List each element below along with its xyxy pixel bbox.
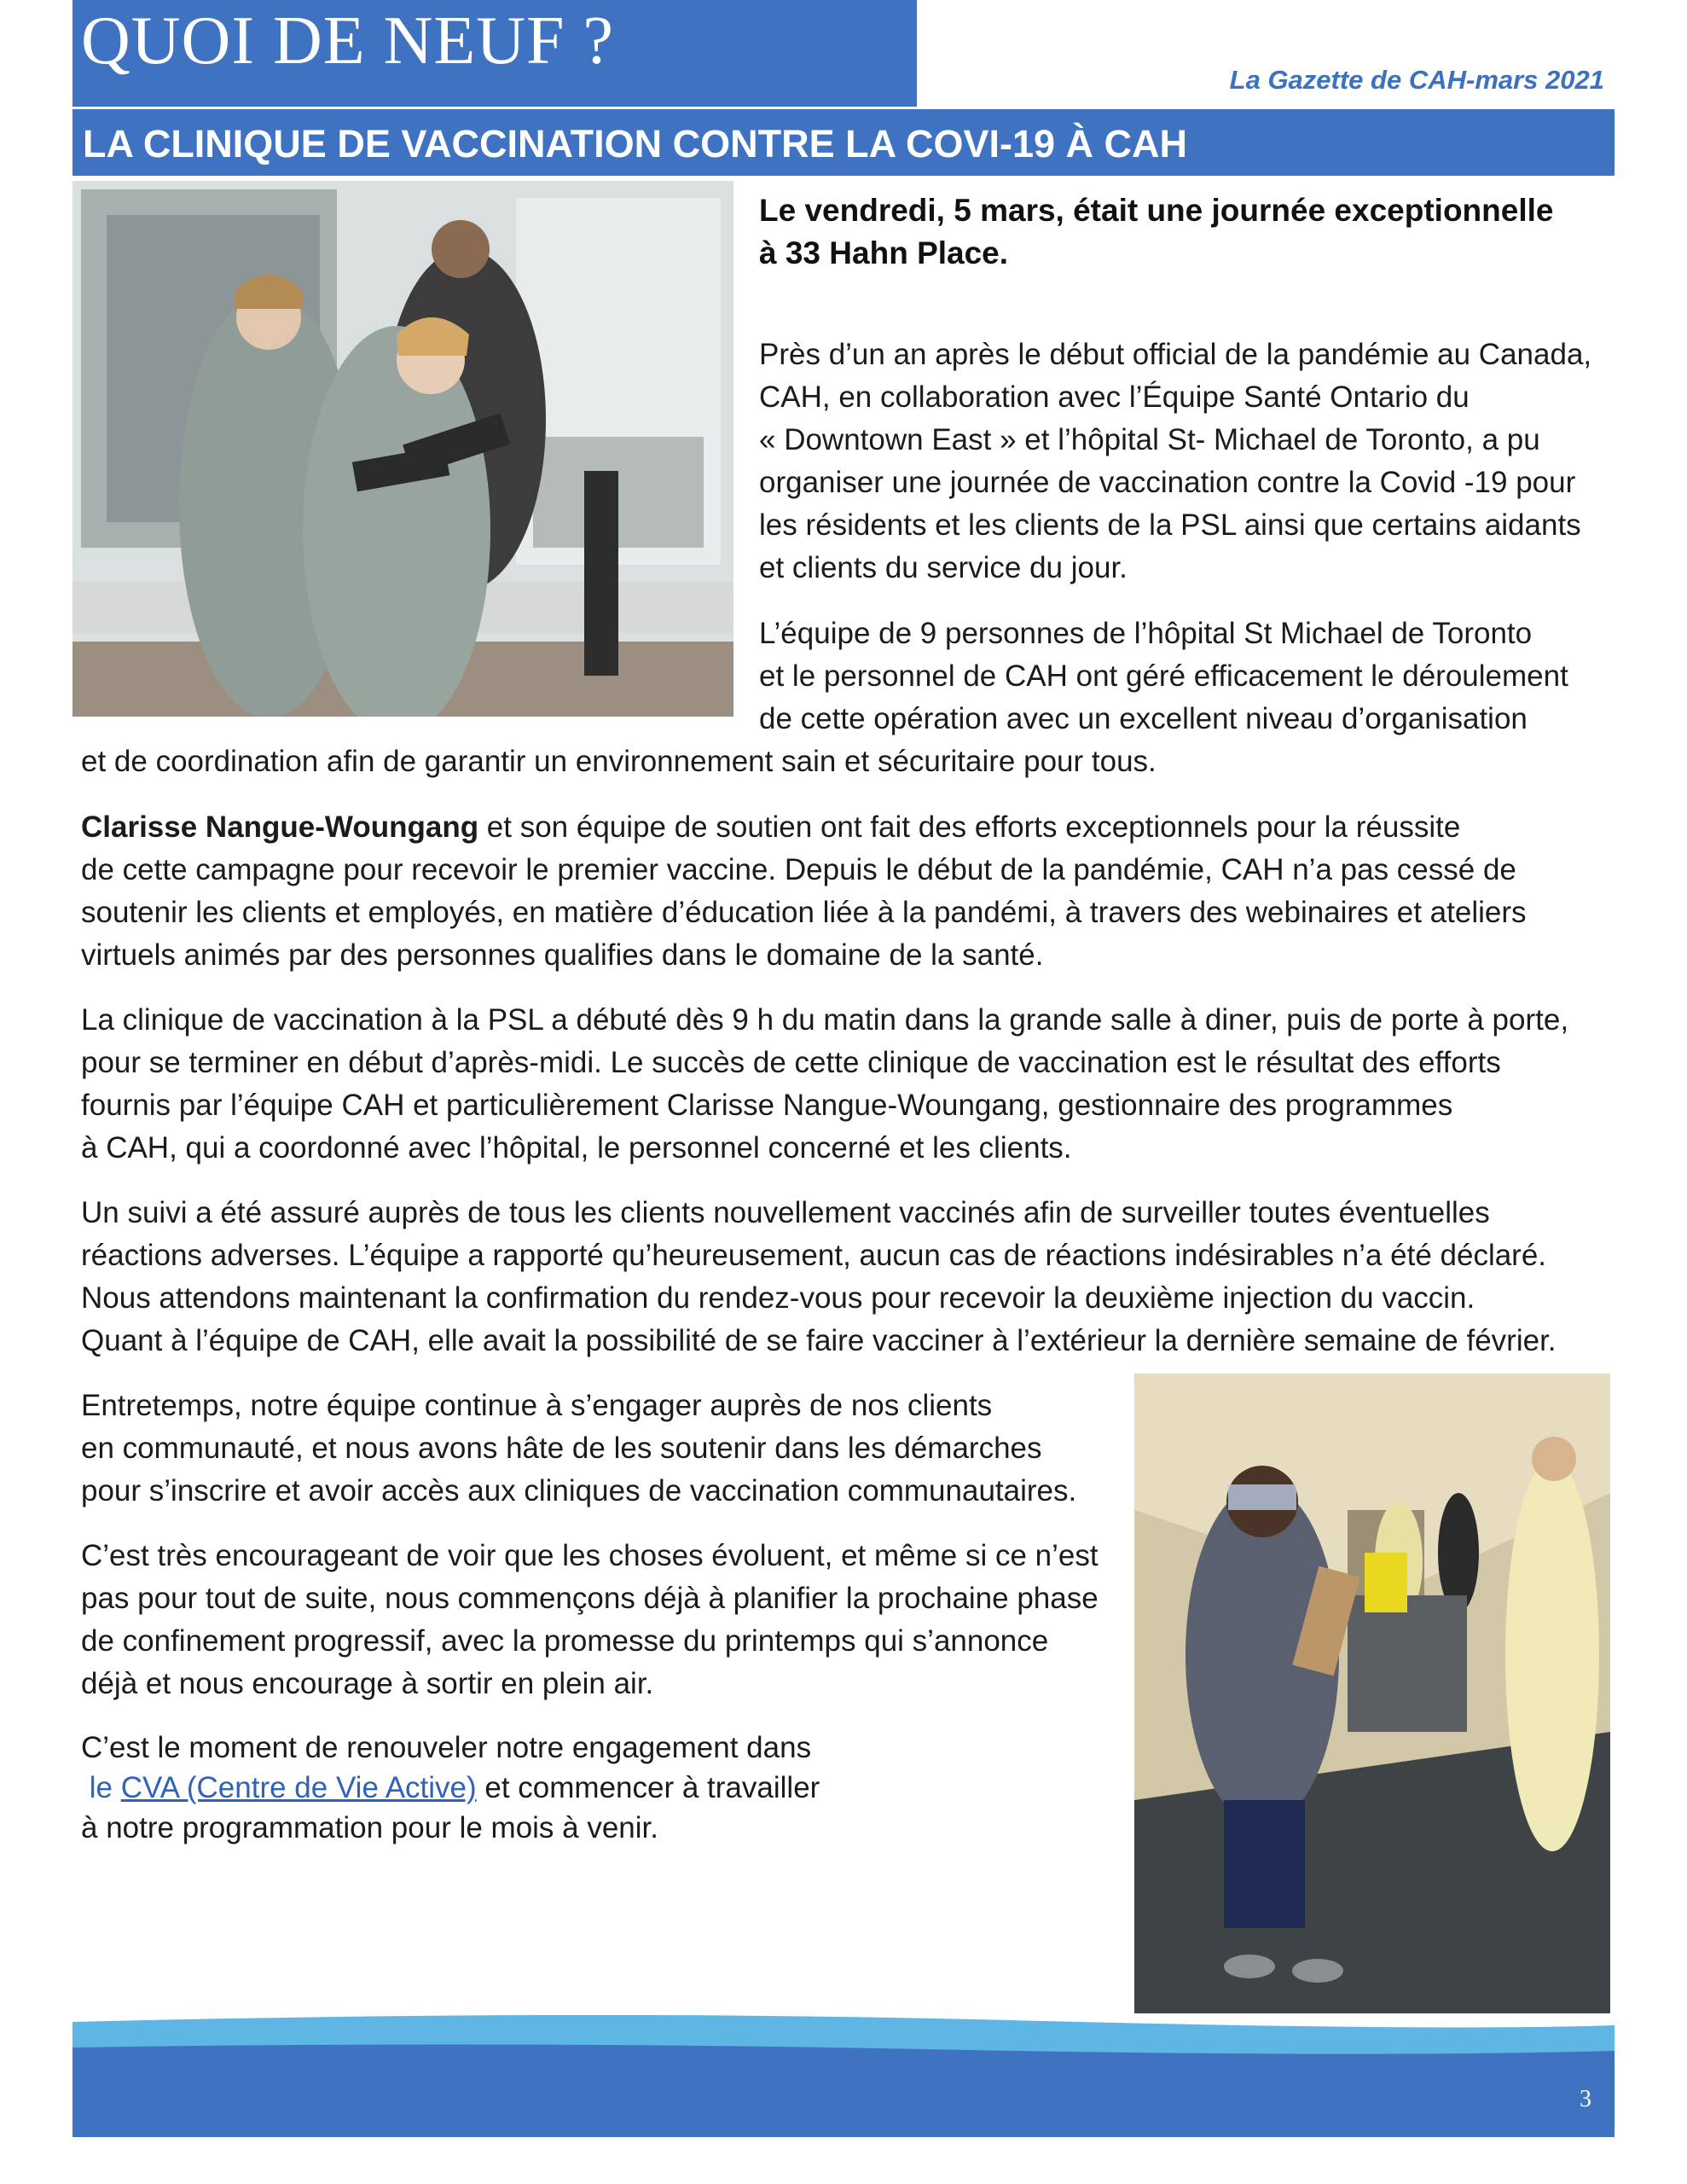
paragraph-6 — [81, 1385, 1076, 1513]
text-line: de cette opération avec un excellent niveau d’organisation — [759, 702, 1528, 735]
text-line: pour s’inscrire et avoir accès aux cliniques de vaccination communautaires. — [81, 1474, 1077, 1507]
photo-staff-with-tablets — [72, 181, 733, 717]
paragraph-5 — [81, 1192, 1557, 1362]
text-line: les résidents et les clients de la PSL ainsi que certains aidants — [759, 508, 1581, 542]
text-line: de confinement progressif, avec la promesse du printemps qui s’annonce — [81, 1624, 1049, 1658]
text-fragment: et commencer à travailler — [476, 1771, 820, 1804]
lead-line: Le vendredi, 5 mars, était une journée exceptionnelle — [759, 193, 1554, 228]
text-line: de cette campagne pour recevoir le premier vaccine. Depuis le début de la pandémie, CAH n’a pas cessé de — [81, 853, 1516, 886]
text-line: et clients du service du jour. — [759, 551, 1128, 584]
text-line: Un suivi a été assuré auprès de tous les clients nouvellement vaccinés afin de surveiller toutes éventuelles — [81, 1196, 1490, 1229]
photo-hallway-vaccination — [1134, 1374, 1610, 2015]
lead-paragraph — [759, 189, 1553, 275]
text-line: pour se terminer en début d’après-midi. Le succès de cette clinique de vaccination est le résultat des efforts — [81, 1046, 1501, 1079]
text-line — [81, 806, 1527, 849]
staff-name: Clarisse Nangue-Woungang — [81, 810, 479, 844]
paragraph-8 — [81, 1728, 820, 1848]
photo-hallway-vaccination-image — [1134, 1374, 1610, 2015]
paragraph-7 — [81, 1535, 1099, 1705]
text-line: CAH, en collaboration avec l’Équipe Santé Ontario du — [759, 380, 1470, 414]
cva-link[interactable]: CVA (Centre de Vie Active) — [120, 1771, 477, 1804]
text-line: et le personnel de CAH ont géré efficacement le déroulement — [759, 659, 1568, 693]
paragraph-2-continued — [81, 741, 1157, 783]
text-fragment: et son équipe de soutien ont fait des efforts exceptionnels pour la réussite — [478, 810, 1461, 844]
text-line: déjà et nous encourage à sortir en plein air. — [81, 1667, 654, 1700]
text-line: à CAH, qui a coordonné avec l’hôpital, le personnel concerné et les clients. — [81, 1131, 1072, 1165]
text-line: virtuels animés par des personnes qualifies dans le domaine de la santé. — [81, 938, 1044, 972]
paragraph-1 — [759, 334, 1591, 590]
text-line: Nous attendons maintenant la confirmation du rendez-vous pour recevoir la deuxième injection du vaccin. — [81, 1281, 1475, 1315]
lead-line: à 33 Hahn Place. — [759, 235, 1009, 270]
page-title: QUOI DE NEUF ? — [81, 3, 615, 78]
paragraph-2 — [759, 613, 1568, 741]
text-line: à notre programmation pour le mois à venir. — [81, 1811, 658, 1844]
text-line: en communauté, et nous avons hâte de les soutenir dans les démarches — [81, 1432, 1042, 1465]
text-line: Quant à l’équipe de CAH, elle avait la possibilité de se faire vacciner à l’extérieur la dernière semaine de février. — [81, 1324, 1557, 1357]
text-line: « Downtown East » et l’hôpital St- Michael de Toronto, a pu — [759, 423, 1540, 456]
newsletter-issue-label: La Gazette de CAH-mars 2021 — [1229, 65, 1604, 95]
text-line: L’équipe de 9 personnes de l’hôpital St Michael de Toronto — [759, 617, 1533, 650]
text-line: et de coordination afin de garantir un environnement sain et sécuritaire pour tous. — [81, 745, 1157, 778]
text-line: fournis par l’équipe CAH et particulièrement Clarisse Nangue-Woungang, gestionnaire des programmes — [81, 1089, 1453, 1122]
page-number: 3 — [1580, 2086, 1591, 2112]
photo-staff-with-tablets-image — [72, 181, 733, 717]
text-line: La clinique de vaccination à la PSL a débuté dès 9 h du matin dans la grande salle à diner, puis de porte à porte, — [81, 1003, 1569, 1037]
text-line: organiser une journée de vaccination contre la Covid -19 pour — [759, 466, 1576, 499]
paragraph-4 — [81, 999, 1568, 1170]
footer-wave-graphic — [72, 2013, 1615, 2137]
footer-wave — [72, 2013, 1615, 2137]
section-title: LA CLINIQUE DE VACCINATION CONTRE LA COVI-19 À CAH — [83, 122, 1188, 166]
text-line: soutenir les clients et employés, en matière d’éducation liée à la pandémi, à travers des webinaires et ateliers — [81, 896, 1527, 929]
text-line: C’est très encourageant de voir que les choses évoluent, et même si ce n’est — [81, 1539, 1099, 1572]
text-line — [81, 1768, 820, 1808]
text-fragment: le — [81, 1771, 121, 1804]
text-line: Entretemps, notre équipe continue à s’engager auprès de nos clients — [81, 1389, 993, 1422]
text-line: réactions adverses. L’équipe a rapporté qu’heureusement, aucun cas de réactions indésirables n’a été déclaré. — [81, 1239, 1547, 1272]
paragraph-3 — [81, 806, 1527, 977]
text-line: Près d’un an après le début official de la pandémie au Canada, — [759, 338, 1592, 371]
text-line: C’est le moment de renouveler notre engagement dans — [81, 1731, 812, 1764]
text-line: pas pour tout de suite, nous commençons déjà à planifier la prochaine phase — [81, 1582, 1099, 1615]
